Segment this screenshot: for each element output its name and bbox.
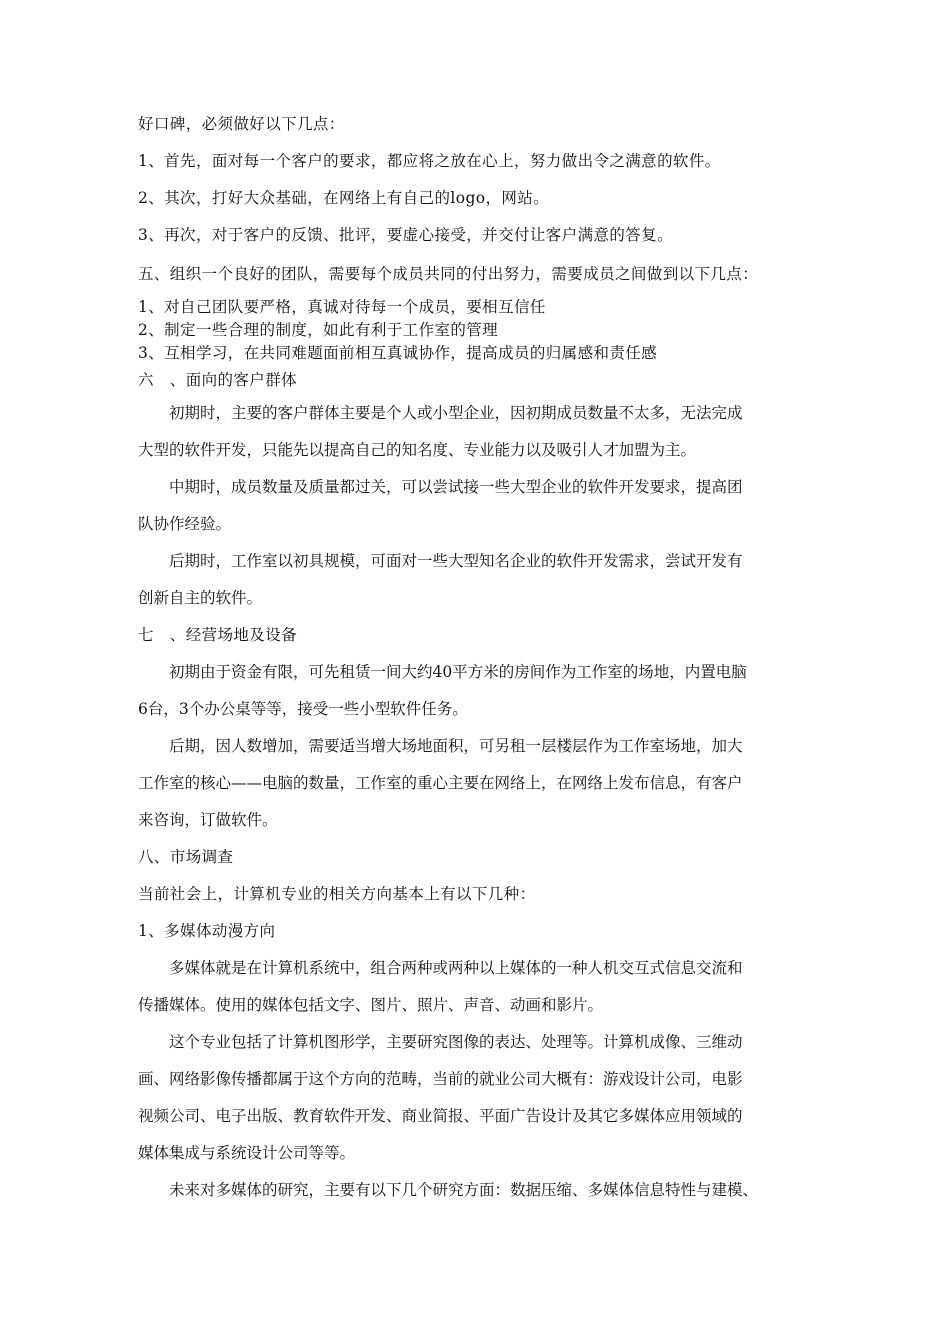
reputation-point: 1、首先，面对每一个客户的要求，都应将之放在心上，努力做出令之满意的软件。 <box>138 152 721 170</box>
paragraph <box>138 395 818 469</box>
paragraph-line: 6台，3个办公桌等等，接受一些小型软件任务。 <box>138 700 468 718</box>
paragraph-line: 创新自主的软件。 <box>138 589 263 607</box>
paragraph-line: 多媒体就是在计算机系统中，组合两种或两种以上媒体的一种人机交互式信息交流和 <box>169 959 743 977</box>
reputation-point: 3、再次，对于客户的反馈、批评，要虚心接受，并交付让客户满意的答复。 <box>138 226 673 244</box>
paragraph-line: 初期时，主要的客户群体主要是个人或小型企业，因初期成员数量不太多，无法完成 <box>169 404 743 422</box>
section-intro: 当前社会上，计算机专业的相关方向基本上有以下几种： <box>138 885 536 903</box>
paragraph <box>138 1024 818 1172</box>
paragraph <box>138 543 818 617</box>
team-point: 2、制定一些合理的制度，如此有利于工作室的管理 <box>138 321 499 339</box>
paragraph-line: 中期时，成员数量及质量都过关，可以尝试接一些大型企业的软件开发要求，提高团 <box>169 478 743 496</box>
team-point: 1、对自己团队要严格，真诚对待每一个成员，要相互信任 <box>138 298 546 316</box>
section-heading-7: 七 、经营场地及设备 <box>138 626 298 644</box>
paragraph-line: 大型的软件开发，只能先以提高自己的知名度、专业能力以及吸引人才加盟为主。 <box>138 441 697 459</box>
section-heading-6: 六 、面向的客户群体 <box>138 371 298 389</box>
document-body <box>138 106 818 1209</box>
paragraph-line: 初期由于资金有限，可先租赁一间大约40平方米的房间作为工作室的场地，内置电脑 <box>169 663 747 681</box>
paragraph-line: 队协作经验。 <box>138 515 232 533</box>
paragraph-line: 后期，因人数增加，需要适当增大场地面积，可另租一层楼层作为工作室场地，加大 <box>169 737 743 755</box>
paragraph-line: 视频公司、电子出版、教育软件开发、商业简报、平面广告设计及其它多媒体应用领域的 <box>138 1107 743 1125</box>
paragraph-line: 来咨询，订做软件。 <box>138 811 278 829</box>
paragraph-line: 传播媒体。使用的媒体包括文字、图片、照片、声音、动画和影片。 <box>138 996 604 1014</box>
direction-heading: 1、多媒体动漫方向 <box>138 922 276 940</box>
paragraph <box>138 728 818 839</box>
paragraph-line: 未来对多媒体的研究，主要有以下几个研究方面：数据压缩、多媒体信息特性与建模、 <box>169 1181 759 1199</box>
paragraph-line: 画、网络影像传播都属于这个方向的范畴，当前的就业公司大概有：游戏设计公司，电影 <box>138 1070 743 1088</box>
paragraph <box>138 469 818 543</box>
intro-line: 好口碑，必须做好以下几点： <box>138 115 345 133</box>
paragraph <box>138 654 818 728</box>
paragraph <box>138 1172 818 1209</box>
reputation-point: 2、其次，打好大众基础，在网络上有自己的logo，网站。 <box>138 189 550 207</box>
section-heading-5: 五、组织一个良好的团队，需要每个成员共同的付出努力，需要成员之间做到以下几点： <box>138 265 759 283</box>
paragraph-line: 工作室的核心——电脑的数量，工作室的重心主要在网络上，在网络上发布信息，有客户 <box>138 774 743 792</box>
paragraph-line: 这个专业包括了计算机图形学，主要研究图像的表达、处理等。计算机成像、三维动 <box>169 1033 743 1051</box>
team-point: 3、互相学习，在共同难题面前相互真诚协作，提高成员的归属感和责任感 <box>138 344 658 362</box>
paragraph-line: 媒体集成与系统设计公司等等。 <box>138 1144 356 1162</box>
paragraph <box>138 950 818 1024</box>
paragraph-line: 后期时，工作室以初具规模，可面对一些大型知名企业的软件开发需求，尝试开发有 <box>169 552 743 570</box>
section-heading-8: 八、市场调查 <box>138 848 234 866</box>
